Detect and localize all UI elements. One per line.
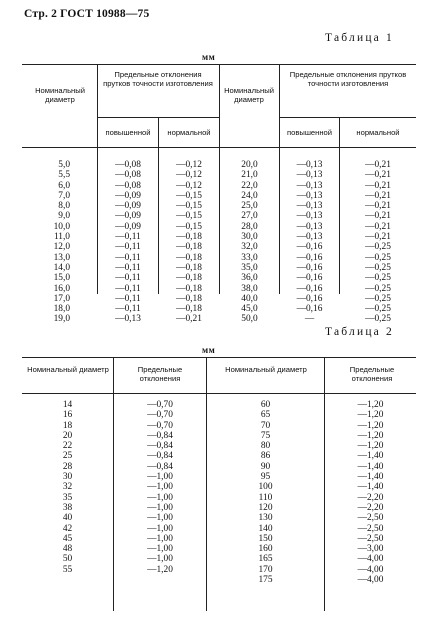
table2-cell-deviation: —0,84 bbox=[147, 451, 173, 462]
table1-cell-increased: —0,09 bbox=[115, 201, 141, 212]
table1-cell-increased: —0,13 bbox=[296, 211, 323, 222]
table1-cell-diameter: 24,0 bbox=[241, 190, 258, 201]
table2-cell-diameter: 20 bbox=[62, 430, 73, 441]
table2-header-bottom-rule bbox=[22, 393, 416, 394]
table1-cell-normal: —0,15 bbox=[176, 201, 202, 212]
table2-cell-deviation: —1,00 bbox=[147, 523, 173, 534]
table1-cell-increased: —0,11 bbox=[115, 304, 141, 315]
table1-cell-increased: —0,11 bbox=[115, 273, 141, 284]
table2-cell-diameter: 16 bbox=[62, 410, 73, 421]
table1-cell-normal: —0,12 bbox=[176, 180, 202, 191]
table1-cell-normal: —0,18 bbox=[176, 242, 202, 253]
table1-column-increased-left bbox=[98, 160, 158, 325]
table1-cell-increased: —0,13 bbox=[296, 170, 323, 181]
table1-cell-diameter: 6,0 bbox=[58, 180, 70, 191]
table1-cell-diameter: 45,0 bbox=[241, 304, 258, 315]
table1-cell-normal: —0,25 bbox=[365, 273, 391, 284]
table1-cell-normal: —0,18 bbox=[176, 304, 202, 315]
table2-header-diameter-left: Номинальный диаметр bbox=[27, 365, 109, 374]
table1-cell-diameter: 32,0 bbox=[241, 242, 258, 253]
table1-cell-diameter: 33,0 bbox=[241, 252, 258, 263]
table1-cell-increased: —0,16 bbox=[296, 242, 323, 253]
table2-cell-diameter: 150 bbox=[258, 533, 273, 544]
table2-cell-deviation: —1,40 bbox=[357, 451, 384, 462]
table1-cell-increased: —0,08 bbox=[115, 170, 141, 181]
table1-column-diameter-left bbox=[24, 160, 70, 325]
table2-cell-deviation: —2,20 bbox=[357, 502, 384, 513]
table2-cell-deviation: —4,00 bbox=[357, 554, 384, 565]
table1-cell-diameter: 25,0 bbox=[241, 201, 258, 212]
table2-cell-deviation: —0,70 bbox=[147, 400, 173, 410]
table1-header-normal-left: нормальной bbox=[167, 128, 211, 137]
table1-cell-normal: —0,18 bbox=[176, 262, 202, 273]
table2-cell-diameter: 80 bbox=[260, 441, 271, 452]
table1-cell-diameter: 27,0 bbox=[241, 211, 258, 222]
table2-cell-deviation: —1,00 bbox=[147, 492, 173, 503]
table1-cell-diameter: 18,0 bbox=[53, 304, 70, 315]
table1-cell-diameter: 9,0 bbox=[58, 211, 70, 222]
table1-cell-normal: —0,18 bbox=[176, 283, 202, 294]
table1-cell-normal: —0,15 bbox=[176, 221, 202, 232]
table2-cell-deviation: —2,50 bbox=[357, 513, 384, 524]
table2-cell-diameter: 65 bbox=[260, 410, 271, 421]
table2-column-diameter-left bbox=[22, 400, 113, 575]
table2-cell-deviation: —1,20 bbox=[357, 441, 384, 452]
table2-cell-diameter: 38 bbox=[62, 502, 73, 513]
table2-cell-deviation: —1,20 bbox=[147, 564, 173, 575]
table1-cell-normal: —0,21 bbox=[365, 190, 391, 201]
table2-cell-diameter: 28 bbox=[62, 461, 73, 472]
table1-cell-increased: —0,11 bbox=[115, 293, 141, 304]
table2-cell-diameter: 90 bbox=[260, 461, 271, 472]
table2-cell-deviation: —1,40 bbox=[357, 461, 384, 472]
table1-column-increased-right bbox=[280, 160, 339, 325]
table1-header-diameter-right: Номинальный диаметр bbox=[224, 86, 274, 104]
table1-cell-diameter: 17,0 bbox=[53, 293, 70, 304]
table1-cell-increased: —0,08 bbox=[115, 180, 141, 191]
table2-cell-deviation: —0,84 bbox=[147, 441, 173, 452]
table1-cell-normal: —0,15 bbox=[176, 211, 202, 222]
table2-unit: мм bbox=[202, 345, 216, 355]
table2-cell-diameter: 22 bbox=[62, 441, 73, 452]
table1-header-normal-right: нормальной bbox=[356, 128, 400, 137]
table2-cell-diameter: 70 bbox=[260, 420, 271, 431]
table1-cell-diameter: 38,0 bbox=[241, 283, 258, 294]
table1-cell-increased: —0,09 bbox=[115, 190, 141, 201]
table1-cell-normal: —0,12 bbox=[176, 160, 202, 170]
table1-cell-increased: —0,11 bbox=[115, 232, 141, 243]
table2-cell-diameter: 14 bbox=[62, 400, 73, 410]
table1-cell-normal: —0,18 bbox=[176, 293, 202, 304]
table2-cell-deviation: —2,20 bbox=[357, 492, 384, 503]
table2-cell-diameter: 30 bbox=[62, 472, 73, 483]
table2-cell-diameter: 48 bbox=[62, 544, 73, 555]
table2-cell-diameter: 140 bbox=[258, 523, 273, 534]
table1-cell-increased: —0,13 bbox=[296, 232, 323, 243]
table1-cell-diameter: 40,0 bbox=[241, 293, 258, 304]
table2-cell-diameter: 100 bbox=[258, 482, 273, 493]
page-header: Стр. 2 ГОСТ 10988—75 bbox=[24, 8, 150, 20]
table1-column-normal-left bbox=[159, 160, 219, 325]
table2-cell-deviation: —1,00 bbox=[147, 502, 173, 513]
table1-cell-diameter: 35,0 bbox=[241, 262, 258, 273]
table1-cell-normal: —0,21 bbox=[365, 160, 391, 170]
table1-cell-diameter: 11,0 bbox=[53, 232, 70, 243]
table1-column-normal-right bbox=[340, 160, 416, 325]
table1-cell-normal: —0,25 bbox=[365, 304, 391, 315]
table2-cell-deviation: —1,20 bbox=[357, 430, 384, 441]
table1-header-group-left: Предельные отклонения прутков точности изготовления bbox=[103, 70, 213, 88]
table2-cell-diameter: 40 bbox=[62, 513, 73, 524]
table1-cell-diameter: 50,0 bbox=[241, 314, 258, 325]
table1-cell-normal: —0,21 bbox=[365, 201, 391, 212]
table1-cell-normal: —0,21 bbox=[365, 170, 391, 181]
table1-subheader-rule-right bbox=[279, 117, 416, 118]
table1-cell-normal: —0,25 bbox=[365, 252, 391, 263]
table1-cell-diameter: 15,0 bbox=[53, 273, 70, 284]
table1-cell-normal: —0,21 bbox=[176, 314, 202, 325]
table1-cell-diameter: 20,0 bbox=[241, 160, 258, 170]
table2-cell-diameter: 42 bbox=[62, 523, 73, 534]
table1-cell-diameter: 8,0 bbox=[58, 201, 70, 212]
table2-column-deviation-right bbox=[325, 400, 416, 585]
table1-cell-normal: —0,21 bbox=[365, 221, 391, 232]
table1-cell-increased: —0,11 bbox=[115, 283, 141, 294]
table2-cell-deviation: —0,70 bbox=[147, 410, 173, 421]
table1-cell-increased: —0,16 bbox=[296, 262, 323, 273]
table2-cell-diameter: 55 bbox=[62, 564, 73, 575]
table2-cell-diameter: 130 bbox=[258, 513, 273, 524]
table1-cell-diameter: 5,5 bbox=[58, 170, 70, 181]
table1-cell-increased: —0,13 bbox=[296, 221, 323, 232]
table2-cell-diameter: 160 bbox=[258, 544, 273, 555]
table2-header-diameter-right: Номинальный диаметр bbox=[225, 365, 307, 374]
table1-cell-normal: —0,25 bbox=[365, 283, 391, 294]
table1-cell-normal: —0,18 bbox=[176, 273, 202, 284]
table2-cell-deviation: —1,00 bbox=[147, 482, 173, 493]
table2-cell-diameter: 120 bbox=[258, 502, 273, 513]
table1-cell-increased: —0,16 bbox=[296, 273, 323, 284]
table1-cell-normal: —0,25 bbox=[365, 293, 391, 304]
table2-cell-diameter: 18 bbox=[62, 420, 73, 431]
table2-header-deviation-left: Предельные отклонения bbox=[137, 365, 183, 383]
table2-caption: Таблица 2 bbox=[325, 326, 394, 338]
table2-top-rule bbox=[22, 357, 416, 358]
table2-cell-diameter: 25 bbox=[62, 451, 73, 462]
table2-cell-deviation: —0,84 bbox=[147, 430, 173, 441]
table1-cell-increased: —0,09 bbox=[115, 221, 141, 232]
table1-cell-normal: —0,25 bbox=[365, 262, 391, 273]
table1-cell-increased: —0,16 bbox=[296, 293, 323, 304]
table2-column-deviation-left bbox=[114, 400, 206, 575]
table1-header-increased-right: повышенной bbox=[287, 128, 332, 137]
table2-cell-deviation: —0,84 bbox=[147, 461, 173, 472]
table2-cell-deviation: —1,00 bbox=[147, 554, 173, 565]
table1-cell-increased: —0,13 bbox=[296, 180, 323, 191]
table1-cell-increased: —0,16 bbox=[296, 252, 323, 263]
table2-cell-diameter: 45 bbox=[62, 533, 73, 544]
table1-cell-diameter: 30,0 bbox=[241, 232, 258, 243]
table1-cell-diameter: 7,0 bbox=[58, 190, 70, 201]
table1-cell-normal: —0,12 bbox=[176, 170, 202, 181]
table1-header-increased-left: повышенной bbox=[105, 128, 151, 137]
table1-header-group-right: Предельные отклонения прутков точности изготовления bbox=[289, 70, 407, 88]
table1-cell-diameter: 10,0 bbox=[53, 221, 70, 232]
table2-cell-deviation: —1,00 bbox=[147, 544, 173, 555]
table1-cell-increased: —0,13 bbox=[296, 160, 323, 170]
table2-cell-deviation: —1,20 bbox=[357, 420, 384, 431]
table2-cell-deviation: —1,00 bbox=[147, 472, 173, 483]
table1-cell-increased: —0,13 bbox=[296, 201, 323, 212]
table1-cell-increased: —0,11 bbox=[115, 242, 141, 253]
table1-cell-diameter: 22,0 bbox=[241, 180, 258, 191]
table2-cell-deviation: —1,40 bbox=[357, 482, 384, 493]
table1-cell-normal: —0,25 bbox=[365, 242, 391, 253]
table1-cell-diameter: 21,0 bbox=[241, 170, 258, 181]
table2-cell-diameter: 32 bbox=[62, 482, 73, 493]
table2-cell-diameter: 60 bbox=[260, 400, 271, 410]
table2-header-deviation-right: Предельные отклонения bbox=[349, 365, 395, 383]
table2-cell-deviation: —1,20 bbox=[357, 400, 384, 410]
table2-cell-deviation: —1,00 bbox=[147, 513, 173, 524]
table1-cell-diameter: 14,0 bbox=[53, 262, 70, 273]
table1-cell-diameter: 13,0 bbox=[53, 252, 70, 263]
table2-cell-deviation: —4,00 bbox=[357, 564, 384, 575]
table1-cell-diameter: 19,0 bbox=[53, 314, 70, 325]
table1-cell-diameter: 5,0 bbox=[58, 160, 70, 170]
table2-cell-deviation: —3,00 bbox=[357, 544, 384, 555]
table2-cell-diameter: 170 bbox=[258, 564, 273, 575]
table2-cell-deviation: —2,50 bbox=[357, 533, 384, 544]
table2-cell-diameter: 86 bbox=[260, 451, 271, 462]
table2-column-diameter-right bbox=[207, 400, 324, 585]
table1-cell-diameter: 36,0 bbox=[241, 273, 258, 284]
table1-header-diameter-left: Номинальный диаметр bbox=[35, 86, 85, 104]
table1-cell-diameter: 28,0 bbox=[241, 221, 258, 232]
table1-column-diameter-right bbox=[220, 160, 279, 325]
table1-cell-increased: —0,16 bbox=[296, 304, 323, 315]
table1-cell-increased: —0,08 bbox=[115, 160, 141, 170]
table1-cell-normal: —0,18 bbox=[176, 252, 202, 263]
table1-cell-diameter: 16,0 bbox=[53, 283, 70, 294]
table2-cell-diameter: 110 bbox=[258, 492, 273, 503]
table2-cell-deviation: —1,20 bbox=[357, 410, 384, 421]
table1-cell-increased: —0,11 bbox=[115, 252, 141, 263]
table1-cell-normal: —0,15 bbox=[176, 190, 202, 201]
table2-cell-diameter: 50 bbox=[62, 554, 73, 565]
table1-cell-increased: —0,13 bbox=[115, 314, 141, 325]
table1-cell-normal: —0,21 bbox=[365, 180, 391, 191]
table2-cell-deviation: —1,00 bbox=[147, 533, 173, 544]
table1-unit: мм bbox=[202, 52, 216, 62]
table2-cell-deviation: —0,70 bbox=[147, 420, 173, 431]
table1-cell-increased: —0,16 bbox=[296, 283, 323, 294]
table1-caption: Таблица 1 bbox=[325, 32, 394, 44]
table2-cell-diameter: 35 bbox=[62, 492, 73, 503]
table1-cell-increased: —0,13 bbox=[296, 190, 323, 201]
table2-cell-diameter: 175 bbox=[258, 575, 273, 586]
table1-cell-increased: —0,09 bbox=[115, 211, 141, 222]
table1-cell-normal: —0,18 bbox=[176, 232, 202, 243]
table1-cell-normal: —0,25 bbox=[365, 314, 391, 325]
table2-cell-deviation: —2,50 bbox=[357, 523, 384, 534]
table2-cell-deviation: —4,00 bbox=[357, 575, 384, 586]
table1-cell-increased: —0,11 bbox=[115, 262, 141, 273]
table1-cell-diameter: 12,0 bbox=[53, 242, 70, 253]
table1-cell-normal: —0,21 bbox=[365, 211, 391, 222]
table2-cell-diameter: 95 bbox=[260, 472, 271, 483]
table2-cell-diameter: 165 bbox=[258, 554, 273, 565]
table1-cell-increased: — bbox=[304, 314, 315, 325]
table2-cell-deviation: —1,40 bbox=[357, 472, 384, 483]
table2-cell-diameter: 75 bbox=[260, 430, 271, 441]
table1-cell-normal: —0,21 bbox=[365, 232, 391, 243]
